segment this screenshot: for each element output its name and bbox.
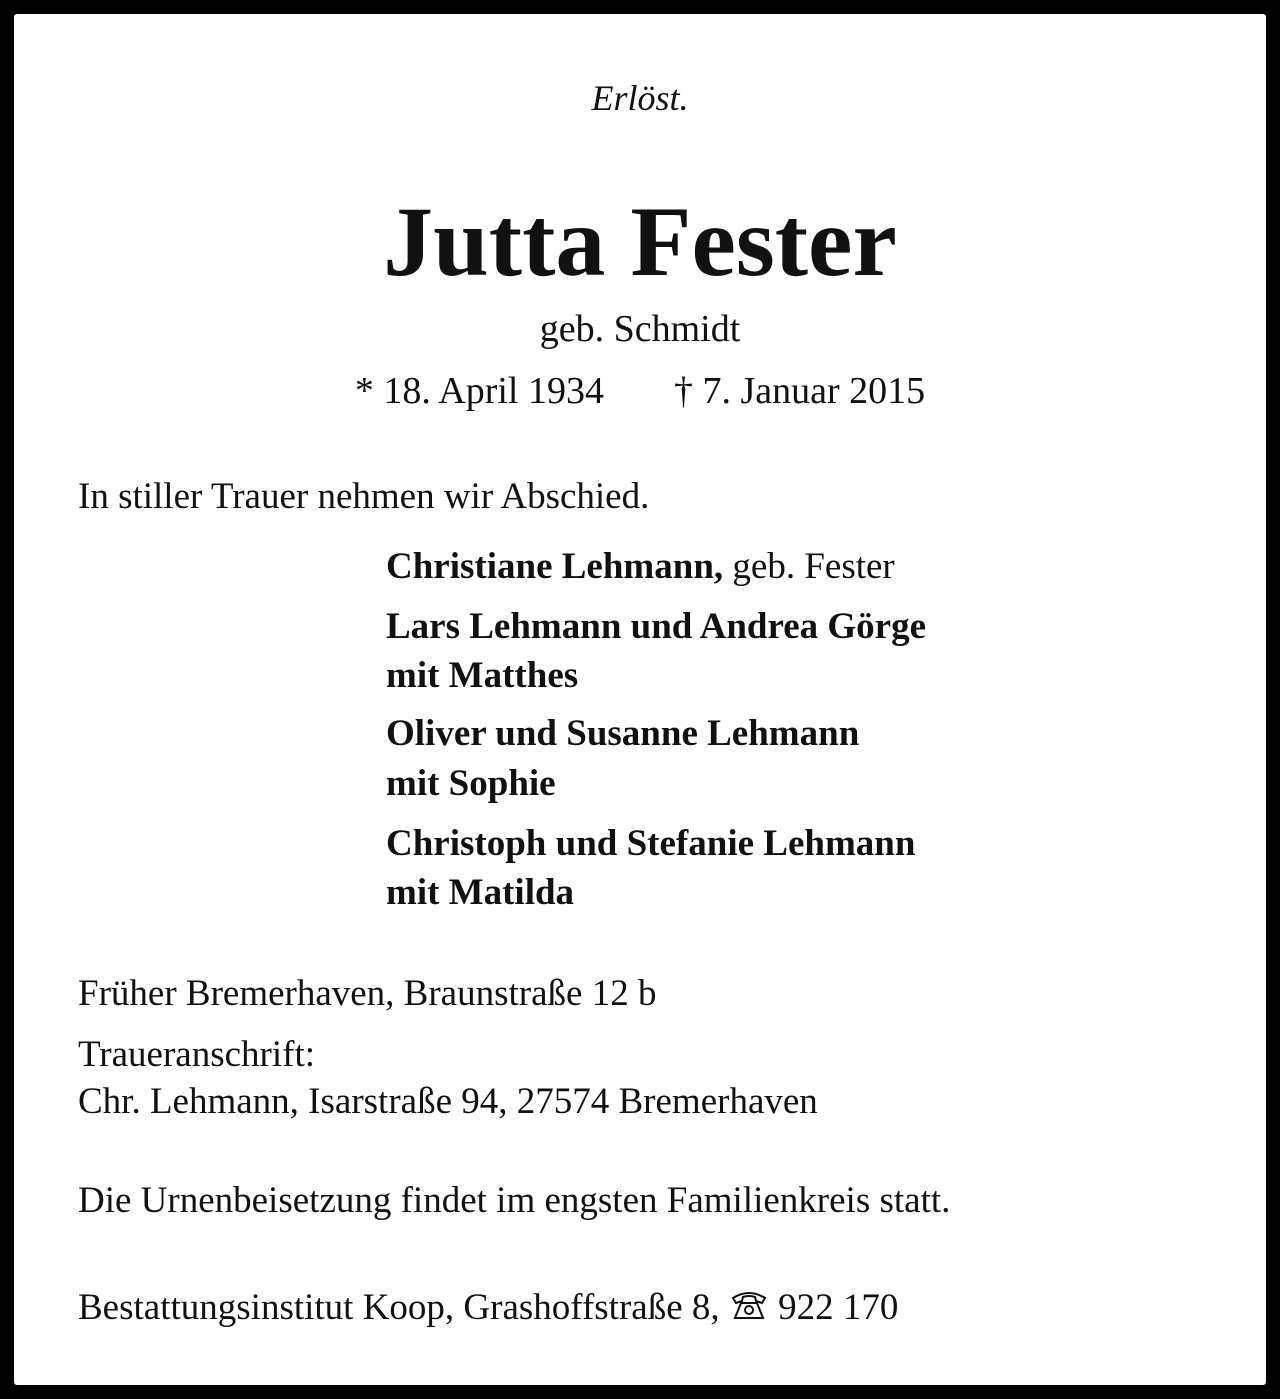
relative-entry-child: mit Matilda: [386, 872, 575, 913]
deceased-name: Jutta Fester: [383, 186, 897, 297]
maiden-name: geb. Schmidt: [539, 308, 741, 350]
motto: Erlöst.: [591, 78, 689, 118]
relative-entry: Lars Lehmann und Andrea Görge: [386, 606, 927, 647]
relative-maiden-name: geb. Fester: [723, 546, 895, 587]
funeral-home-text: Bestattungsinstitut Koop, Grashoffstraße 8,: [78, 1287, 729, 1328]
mourning-address-label: Traueranschrift:: [78, 1034, 316, 1075]
relative-name: Christiane Lehmann,: [386, 546, 724, 587]
intro-text: In stiller Trauer nehmen wir Abschied.: [78, 476, 650, 517]
relative-entry: Oliver und Susanne Lehmann: [386, 713, 860, 754]
obituary-notice: [14, 14, 1266, 1385]
relative-entry: Christoph und Stefanie Lehmann: [386, 823, 916, 864]
former-address: Früher Bremerhaven, Braunstraße 12 b: [78, 973, 657, 1014]
life-dates: [14, 372, 1266, 410]
funeral-home: [78, 1288, 898, 1326]
relative-entry-child: mit Sophie: [386, 763, 556, 804]
burial-note: Die Urnenbeisetzung findet im engsten Familienkreis statt.: [78, 1180, 951, 1221]
death-date: † 7. Januar 2015: [673, 370, 926, 412]
relative-entry: [386, 548, 895, 585]
telephone-icon: [729, 1288, 769, 1322]
relative-entry-child: mit Matthes: [386, 655, 579, 696]
birth-date: * 18. April 1934: [354, 370, 604, 412]
mourning-address: Chr. Lehmann, Isarstraße 94, 27574 Bremerhaven: [78, 1081, 818, 1122]
funeral-home-phone: 922 170: [768, 1287, 899, 1328]
